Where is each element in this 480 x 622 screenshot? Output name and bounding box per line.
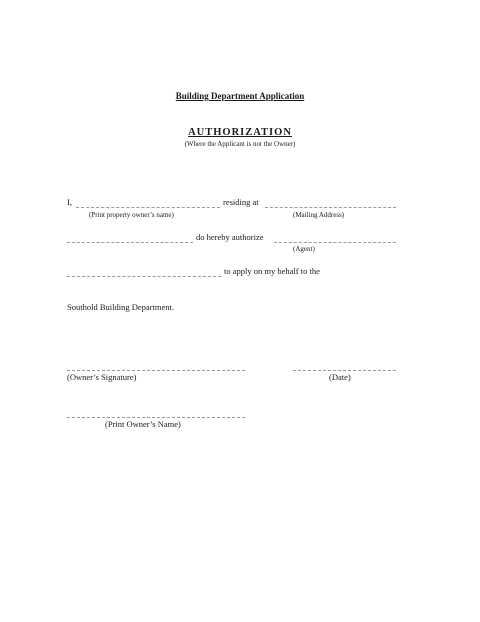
line3-apply: to apply on my behalf to the bbox=[224, 266, 320, 276]
authorization-heading: AUTHORIZATION bbox=[188, 127, 292, 138]
mailing-address-field[interactable] bbox=[265, 207, 396, 208]
document-title: Building Department Application bbox=[175, 91, 305, 101]
date-caption: (Date) bbox=[329, 372, 351, 382]
print-owner-name-caption: (Print Owner’s Name) bbox=[105, 419, 181, 429]
date-field[interactable] bbox=[293, 370, 396, 371]
owner-name-field[interactable] bbox=[76, 207, 220, 208]
owner-signature-field[interactable] bbox=[67, 370, 245, 371]
authorization-subheading: (Where the Applicant is not the Owner) bbox=[184, 140, 296, 148]
agent-caption: (Agent) bbox=[293, 245, 315, 253]
owner-name-caption: (Print property owner’s name) bbox=[89, 211, 174, 219]
line4-department: Southold Building Department. bbox=[67, 302, 174, 312]
owner-signature-caption: (Owner’s Signature) bbox=[67, 372, 137, 382]
line2-authorize: do hereby authorize bbox=[196, 232, 264, 242]
owner-name-field-2[interactable] bbox=[67, 242, 193, 243]
line1-prefix: I, bbox=[67, 197, 72, 207]
mailing-address-caption: (Mailing Address) bbox=[293, 211, 345, 219]
agent-field[interactable] bbox=[274, 242, 396, 243]
agent-name-field[interactable] bbox=[67, 276, 221, 277]
line1-residing-at: residing at bbox=[223, 197, 259, 207]
print-owner-name-field[interactable] bbox=[67, 417, 245, 418]
